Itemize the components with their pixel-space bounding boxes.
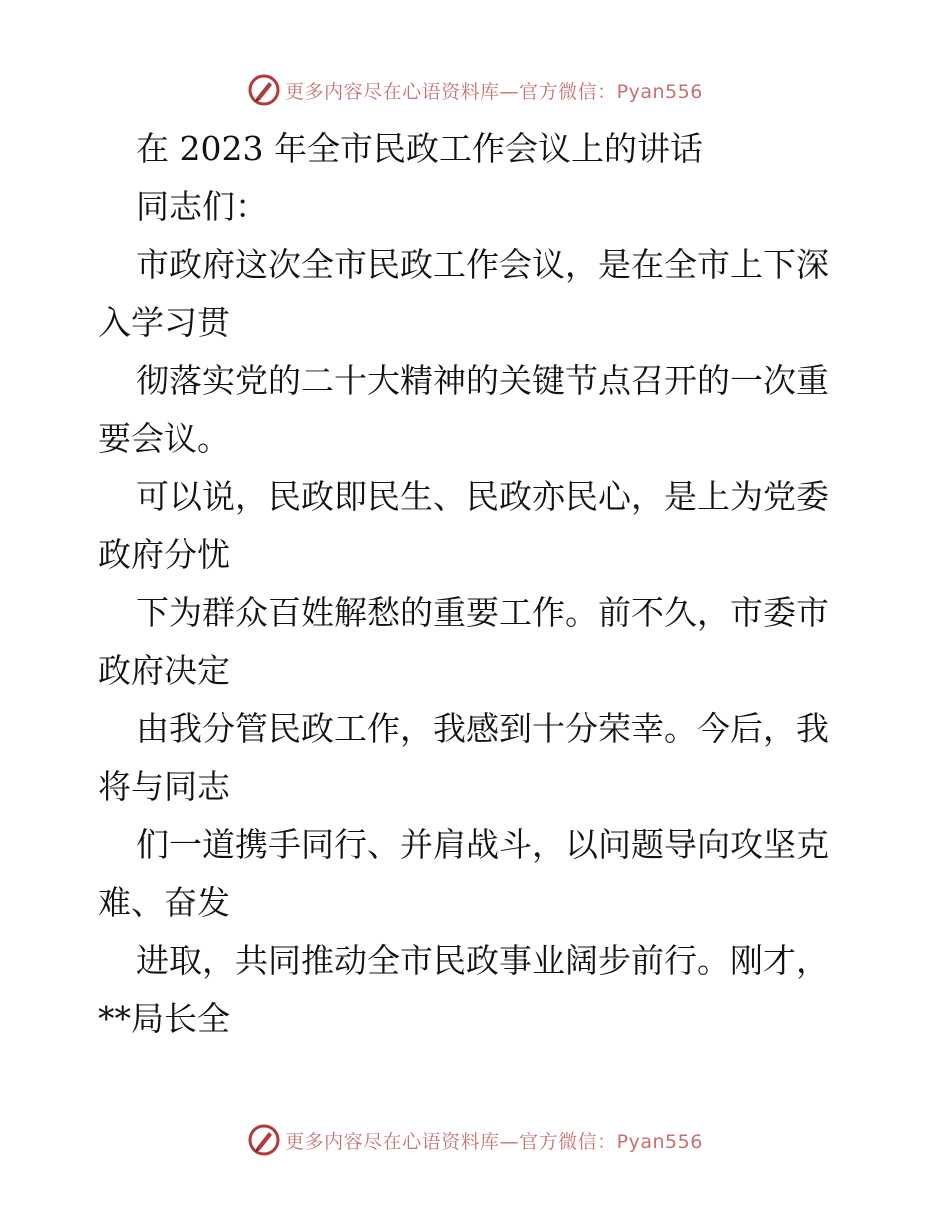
paragraph-line: 下为群众百姓解愁的重要工作。前不久，市委市: [136, 593, 829, 632]
paragraph-line: **局长全: [98, 999, 230, 1038]
paragraph-line: 可以说，民政即民生、民政亦民心，是上为党委: [136, 477, 829, 516]
paragraph-line: 由我分管民政工作，我感到十分荣幸。今后，我: [136, 709, 829, 748]
pen-icon: [247, 1123, 281, 1157]
paragraph-line: 要会议。: [98, 419, 230, 458]
paragraph-line: 政府决定: [98, 651, 230, 690]
salutation: 同志们：: [136, 187, 268, 226]
paragraph-line: 政府分忧: [98, 535, 230, 574]
paragraph-line: 们一道携手同行、并肩战斗，以问题导向攻坚克: [136, 825, 829, 864]
watermark-text: 更多内容尽在心语资料库—官方微信：Pyan556: [285, 80, 703, 103]
paragraph-line: 市政府这次全市民政工作会议，是在全市上下深: [136, 245, 829, 284]
paragraph-line: 将与同志: [98, 767, 230, 806]
pen-icon: [247, 73, 281, 107]
document-title: 在 2023 年全市民政工作会议上的讲话: [136, 129, 703, 168]
footer-watermark: [0, 1120, 950, 1160]
paragraph-line: 难、奋发: [98, 883, 230, 922]
paragraph-line: 彻落实党的二十大精神的关键节点召开的一次重: [136, 361, 829, 400]
paragraph-line: 入学习贯: [98, 303, 230, 342]
watermark-text: 更多内容尽在心语资料库—官方微信：Pyan556: [285, 1130, 703, 1153]
document-body: [98, 120, 858, 1048]
header-watermark: [0, 70, 950, 110]
paragraph-line: 进取，共同推动全市民政事业阔步前行。刚才，: [136, 941, 829, 980]
